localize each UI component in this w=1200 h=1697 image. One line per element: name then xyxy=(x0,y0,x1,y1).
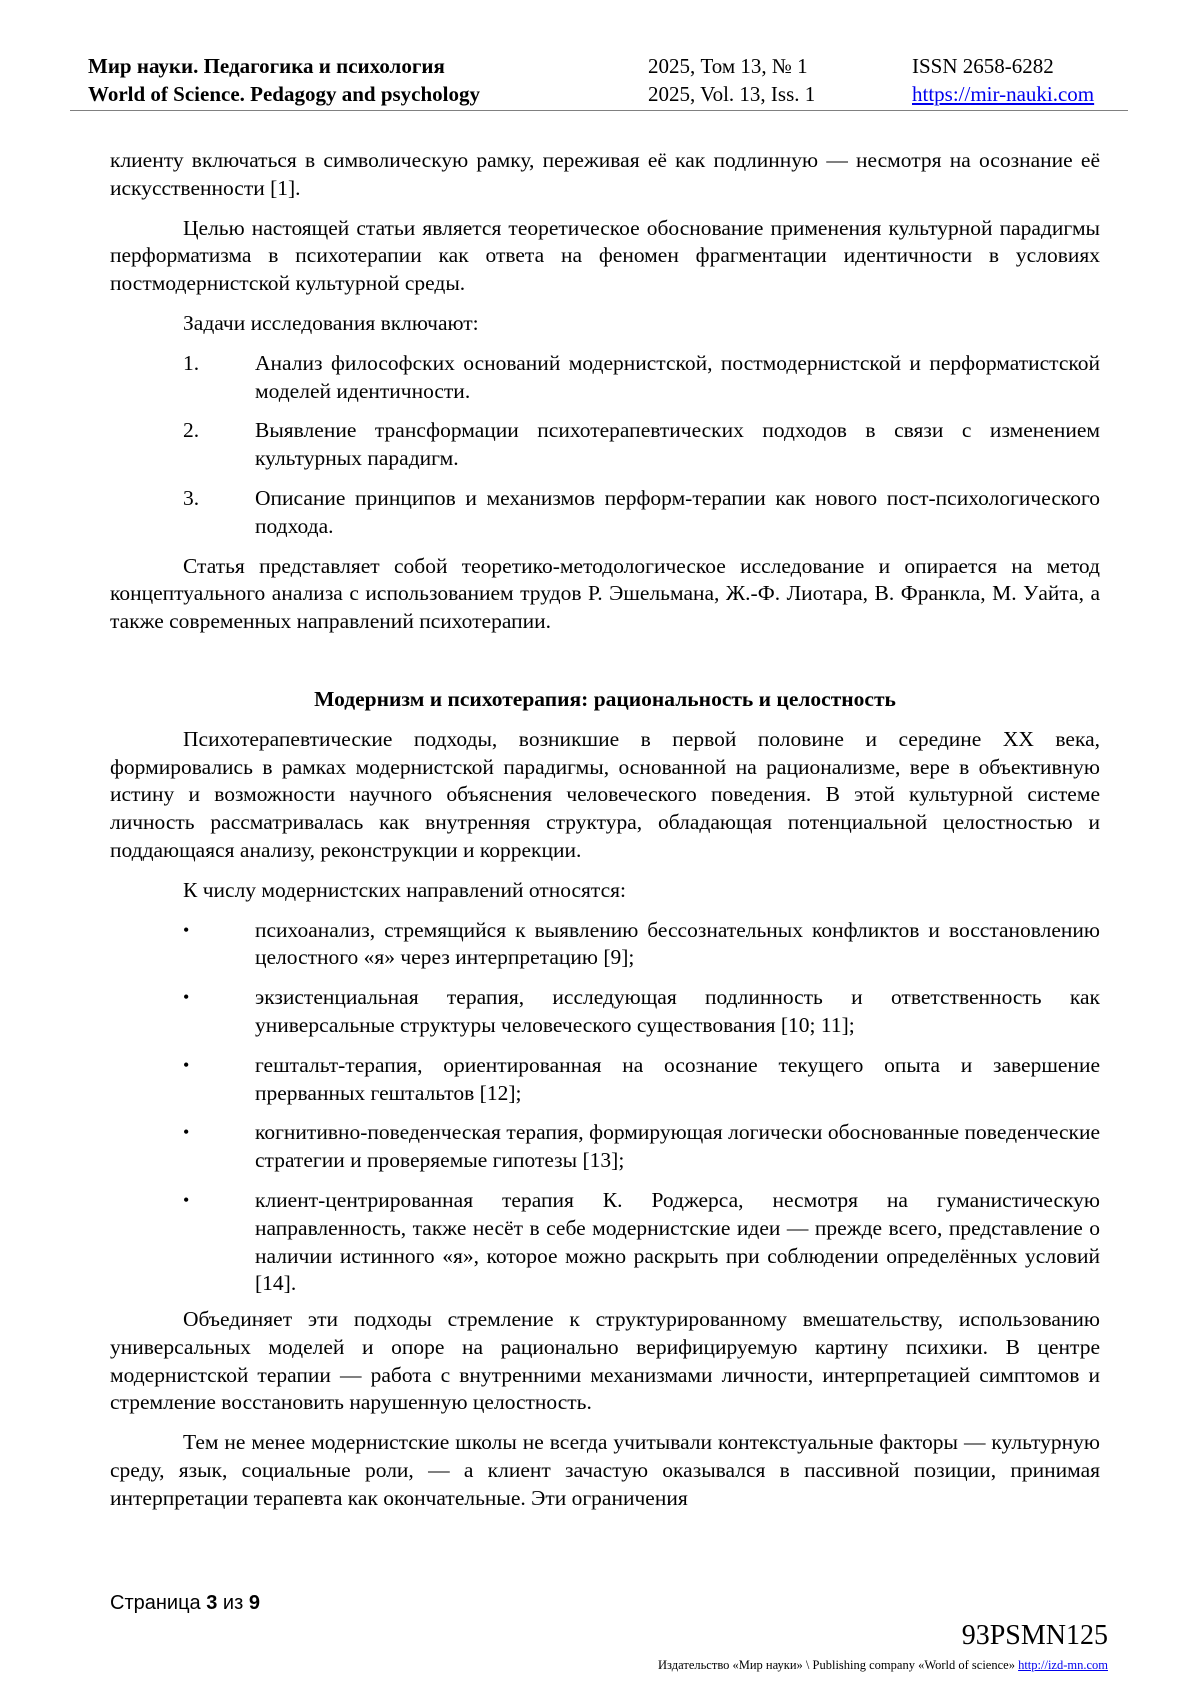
school-text: экзистенциальная терапия, исследующая подлинность и ответственность как универсальные структуры человеческого существования [10; 11]; xyxy=(255,985,1100,1037)
page-counter xyxy=(110,1592,260,1615)
article-body xyxy=(110,147,1100,1525)
schools-intro: К числу модернистских направлений относятся: xyxy=(183,877,626,902)
task-item xyxy=(110,485,1100,541)
task-number: 2. xyxy=(183,418,200,443)
of-word: из xyxy=(222,1592,244,1614)
publisher-name: Издательство «Мир науки» \ Publishing company «World of science» xyxy=(658,1658,1015,1672)
school-item xyxy=(110,1052,1100,1108)
section-heading: Модернизм и психотерапия: рациональность и целостность xyxy=(314,686,896,711)
issue-en: 2025, Vol. 13, Iss. 1 xyxy=(648,82,816,106)
paragraph-continue: клиенту включаться в символическую рамку, переживая её как подлинную — несмотря на осознание её искусственности [1]. xyxy=(110,148,1100,200)
page-header xyxy=(70,52,1128,111)
issn: ISSN 2658-6282 xyxy=(912,54,1054,78)
paragraph-method: Статья представляет собой теоретико-методологическое исследование и опирается на метод концептуального анализа с использованием трудов Р. Эшельмана, Ж.-Ф. Лиотара, В. Франкла, М. Уайта, а также современных направлений психотерапии. xyxy=(110,553,1100,634)
bullet-icon: • xyxy=(183,919,190,940)
school-item xyxy=(110,1119,1100,1175)
task-text: Анализ философских оснований модернистской, постмодернистской и перформатистской моделей идентичности. xyxy=(255,350,1100,403)
school-item xyxy=(110,1187,1100,1298)
paragraph-unites: Объединяет эти подходы стремление к структурированному вмешательству, использованию универсальных моделей и опоре на рационально верифицируемую картину психики. В центре модернистской терапии — работа с внутренними механизмами личности, интерпретацией симптомов и стремление восстановить нарушенную целостность. xyxy=(110,1307,1100,1415)
task-item xyxy=(110,417,1100,473)
task-number: 3. xyxy=(183,485,200,510)
journal-title-en: World of Science. Pedagogy and psychology xyxy=(88,82,481,106)
article-code: 93PSMN125 xyxy=(961,1620,1108,1651)
paragraph-goal: Целью настоящей статьи является теоретическое обоснование применения культурной парадигмы перформатизма в психотерапии как ответа на феномен фрагментации идентичности в условиях постмодернистской культурной среды. xyxy=(110,215,1100,296)
bullet-icon: • xyxy=(183,1189,190,1210)
school-text: когнитивно-поведенческая терапия, формирующая логически обоснованные поведенческие стратегии и проверяемые гипотезы [13]; xyxy=(255,1120,1100,1173)
issue-ru: 2025, Том 13, № 1 xyxy=(648,54,808,78)
task-text: Выявление трансформации психотерапевтических подходов в связи с изменением культурных парадигм. xyxy=(255,418,1100,471)
publisher-link[interactable]: http://izd-mn.com xyxy=(1018,1658,1108,1672)
school-text: клиент-центрированная терапия К. Роджерса, несмотря на гуманистическую направленность, также несёт в себе модернистские идеи — прежде всего, представление о наличии истинного «я», которое можно раскрыть при соблюдении определённых условий [14]. xyxy=(255,1187,1100,1296)
page-number: 3 xyxy=(206,1592,218,1614)
task-item xyxy=(110,350,1100,406)
paragraph-modernism: Психотерапевтические подходы, возникшие в первой половине и середине XX века, формировались в рамках модернистской парадигмы, основанной на рационализме, вере в объективную истину и возможности научного объяснения человеческого поведения. В этой культурной системе личность рассматривалась как внутренняя структура, обладающая потенциальной целостностью и поддающаяся анализу, реконструкции и коррекции. xyxy=(110,726,1100,862)
journal-title-ru: Мир науки. Педагогика и психология xyxy=(88,54,445,78)
publisher-line xyxy=(658,1658,1108,1673)
journal-title xyxy=(88,52,480,108)
bullet-icon: • xyxy=(183,987,190,1008)
issue-info xyxy=(648,52,815,108)
bullet-icon: • xyxy=(183,1054,190,1075)
task-number: 1. xyxy=(183,350,200,375)
tasks-intro: Задачи исследования включают: xyxy=(183,310,479,335)
school-item xyxy=(110,917,1100,973)
school-item xyxy=(110,984,1100,1040)
bullet-icon: • xyxy=(183,1122,190,1143)
task-text: Описание принципов и механизмов перформ-терапии как нового пост-психологического подхода. xyxy=(255,485,1100,538)
journal-url-link[interactable]: https://mir-nauki.com xyxy=(912,82,1095,106)
school-text: гештальт-терапия, ориентированная на осознание текущего опыта и завершение прерванных гештальтов [12]; xyxy=(255,1052,1100,1105)
page-word: Страница xyxy=(110,1592,201,1614)
page-total: 9 xyxy=(248,1592,260,1614)
paragraph-however: Тем не менее модернистские школы не всегда учитывали контекстуальные факторы — культурную среду, язык, социальные роли, — а клиент зачастую оказывался в пассивной позиции, принимая интерпретации терапевта как окончательные. Эти ограничения xyxy=(110,1430,1100,1510)
school-text: психоанализ, стремящийся к выявлению бессознательных конфликтов и восстановлению целостного «я» через интерпретацию [9]; xyxy=(255,917,1100,970)
issn-info xyxy=(912,52,1094,108)
